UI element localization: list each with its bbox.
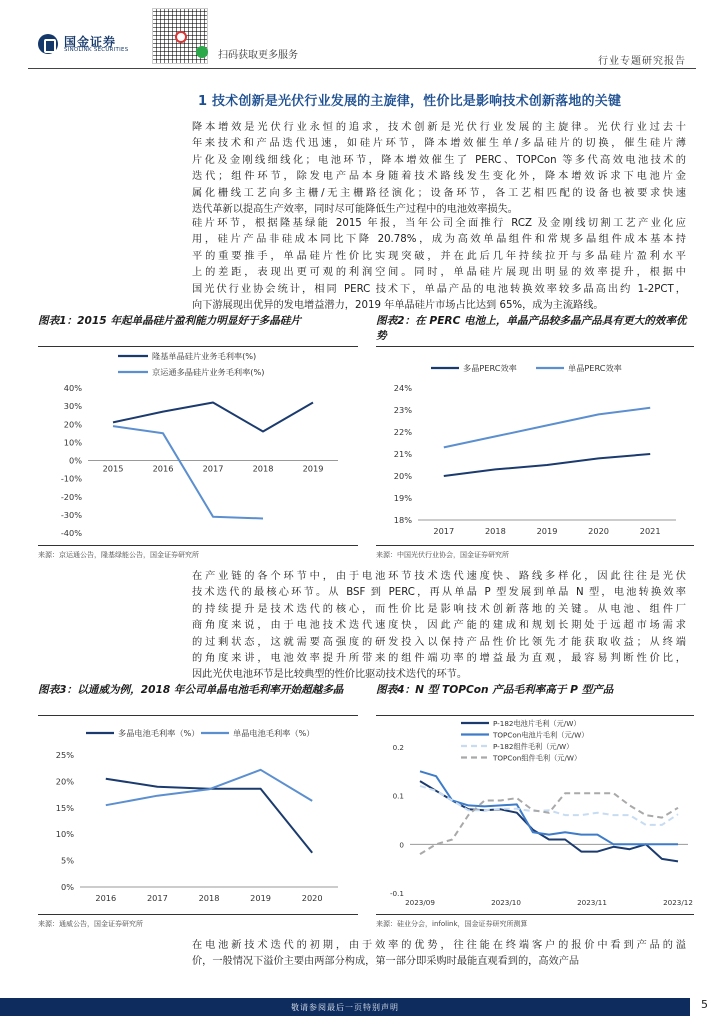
fig1-ytick-label: -40%	[60, 528, 82, 538]
p1-line: 年来技术和产品迭代迅速，如硅片环节，降本增效催生单/多晶硅片的切换，催生硅片薄	[192, 138, 686, 150]
chart-figure-2	[376, 348, 694, 543]
fig4-legend-label: TOPCon电池片毛利（元/W）	[493, 730, 589, 740]
fig2-ytick-label: 23%	[393, 405, 412, 415]
p2-line: 硅片环节，根据隆基绿能 2015 年报，当年公司全面推行 RCZ 及金刚线切割工艺产业化应	[192, 218, 686, 229]
figure-3-rule	[38, 715, 358, 716]
header-divider	[28, 68, 696, 69]
fig3-legend-label: 多晶电池毛利率（%）	[118, 728, 200, 738]
figure-1-source: 来源：京运通公告，隆基绿能公告，国金证券研究所	[38, 551, 199, 559]
fig4-xtick-label: 2023/10	[491, 898, 521, 907]
p3-line: 的过剩状态，这就需要高强度的研发投入以保持产品性价比领先才能获取收益；从终端	[192, 636, 686, 648]
figure-2-rule	[376, 346, 694, 347]
fig1-svg	[38, 348, 358, 543]
fig3-ytick-label: 10%	[55, 829, 74, 840]
report-type-label: 行业专题研究报告	[598, 56, 686, 67]
fig3-ytick-label: 25%	[55, 750, 74, 760]
fig3-svg	[38, 717, 358, 912]
page-number: 5	[701, 998, 708, 1011]
p2-line: 用，硅片产品非硅成本同比下降 20.78%，成为高效单晶组件和常规多晶组件成本基本持	[192, 234, 686, 246]
fig4-xtick-label: 2023/09	[405, 898, 435, 907]
section-title: 1 技术创新是光伏行业发展的主旋律，性价比是影响技术创新落地的关键	[198, 94, 622, 109]
fig4-ytick-label: 0	[399, 840, 404, 850]
fig2-xtick-label: 2020	[588, 526, 610, 536]
p1-line: 迭代革新以提高生产效率，同时尽可能降低生产过程中的电池效率损失。	[192, 204, 518, 216]
fig1-ytick-label: -20%	[60, 491, 82, 502]
paragraph-3	[192, 569, 686, 684]
fig3-xtick-label: 2020	[301, 893, 323, 903]
fig1-xtick-label: 2016	[152, 463, 174, 474]
fig3-xtick-label: 2018	[198, 893, 220, 903]
fig2-ytick-label: 24%	[393, 383, 412, 393]
fig3-ytick-label: 20%	[55, 776, 74, 787]
p3-line: 因此光伏电池环节是比较典型的性价比驱动技术迭代的环节。	[192, 669, 468, 681]
chart-figure-3	[38, 717, 358, 912]
figure-3-title: 图表3：以通威为例，2018 年公司单晶电池毛利率开始超越多晶	[38, 684, 344, 696]
fig1-xtick-label: 2017	[202, 463, 224, 474]
fig1-legend-label: 隆基单晶硅片业务毛利率(%)	[152, 351, 257, 361]
fig2-svg	[376, 348, 694, 543]
logo-name-cn: 国金证券	[64, 35, 117, 49]
fig1-ytick-label: 0%	[69, 455, 82, 466]
fig1-xtick-label: 2019	[302, 463, 324, 474]
fig1-ytick-label: 40%	[63, 383, 82, 393]
p1-line: 属化栅线工艺向多主栅/无主栅路径演化；设备环节，各工艺相匹配的设备也被要求快速	[192, 187, 686, 199]
fig4-xtick-label: 2023/11	[577, 898, 607, 907]
figure-4-source: 来源：硅业分会，infolink，国金证券研究所测算	[376, 920, 528, 928]
fig4-ytick-label: 0.1	[392, 791, 404, 801]
chart-figure-4	[376, 717, 694, 912]
fig4-ytick-label: 0.2	[392, 743, 404, 752]
fig1-ytick-label: -10%	[60, 473, 82, 484]
p1-line: 降本增效是光伏行业永恒的追求，技术创新是光伏行业发展的主旋律。光伏行业过去十	[192, 122, 686, 133]
fig3-xtick-label: 2016	[95, 893, 117, 903]
figure-2-source: 来源：中国光伏行业协会，国金证券研究所	[376, 551, 509, 559]
figure-1-rule	[38, 346, 358, 347]
fig2-legend-label: 单晶PERC效率	[568, 363, 622, 373]
fig2-xtick-label: 2019	[536, 526, 558, 536]
figure-3-source: 来源：通威公告，国金证券研究所	[38, 920, 143, 928]
fig3-legend-label: 单晶电池毛利率（%）	[233, 728, 315, 738]
fig2-ytick-label: 19%	[393, 493, 412, 503]
fig1-legend-label: 京运通多晶硅片业务毛利率(%)	[152, 367, 265, 377]
fig3-xtick-label: 2019	[250, 893, 272, 903]
p3-line: 在产业链的各个环节中，由于电池环节技术迭代速度快、路线多样化，因此往往是光伏	[192, 571, 686, 582]
figure-4-rule	[376, 715, 694, 716]
p2-line: 国光伏行业协会统计，相同 PERC 技术下，单晶产品的电池转换效率较多晶高出约 1-2PCT，	[192, 283, 686, 295]
fig1-ytick-label: 20%	[63, 419, 82, 430]
qr-caption: 扫码获取更多服务	[218, 50, 298, 61]
p4-line: 在电池新技术迭代的初期，由于效率的优势，往往能在终端客户的报价中看到产品的溢	[192, 940, 686, 951]
p2-line: 上的差距，表现出更可观的利润空间。同时，单晶硅片展现出明显的效率提升，根据中	[192, 267, 686, 279]
figure-1-bottom-rule	[38, 545, 358, 546]
p3-line: 的角度来讲，电池效率提升所带来的组件端功率的增益最为直观，最容易判断性价比，	[192, 653, 686, 665]
paragraph-4	[192, 938, 686, 971]
footer-notice: 敬请参阅最后一页特别声明	[291, 1003, 399, 1012]
qr-center-icon	[175, 31, 187, 43]
fig4-xtick-label: 2023/12	[663, 898, 693, 907]
p3-line: 技术迭代的最核心环节。从 BSF 到 PERC，再从单晶 P 型发展到单晶 N 型，电池转换效率	[192, 587, 686, 599]
p2-line: 平的重要推手，单晶硅片性价比实现突破，并在此后几年持续拉开与多晶硅片盈利水平	[192, 250, 686, 262]
figure-4-title: 图表4：N 型 TOPCon 产品毛利率高于 P 型产品	[376, 684, 614, 696]
fig2-ytick-label: 21%	[393, 449, 412, 459]
logo-name-en: SINOLINK SECURITIES	[64, 47, 129, 53]
fig2-legend-label: 多晶PERC效率	[463, 363, 517, 373]
logo-mark-icon	[38, 34, 58, 54]
fig1-ytick-label: 10%	[63, 437, 82, 448]
fig2-series-line-1	[444, 408, 650, 448]
fig4-svg	[376, 717, 694, 912]
fig2-ytick-label: 20%	[393, 471, 412, 481]
fig3-series-line-1	[106, 770, 312, 805]
fig2-xtick-label: 2018	[484, 526, 506, 536]
fig1-ytick-label: 30%	[63, 401, 82, 412]
fig4-ytick-label: -0.1	[389, 889, 404, 898]
p1-line: 迭代；组件环节，除发电产品本身随着技术路线发生变化外，降本增效诉求下电池片金	[192, 171, 686, 183]
fig4-legend-label: P-182组件毛利（元/W）	[493, 742, 574, 751]
fig2-ytick-label: 22%	[393, 427, 412, 437]
p2-line: 向下游展现出优异的发电增益潜力，2019 年单晶硅片市场占比达到 65%，成为主流路线。	[192, 300, 604, 312]
fig3-xtick-label: 2017	[146, 893, 168, 903]
p3-line: 商角度来说，由于电池技术迭代速度快，因此产能的建成和规划长期处于远超市场需求	[192, 620, 686, 632]
figure-4-bottom-rule	[376, 914, 694, 915]
fig4-legend-label: TOPCon组件毛利（元/W）	[493, 753, 582, 763]
p1-line: 片化及金刚线细线化；电池环节，降本增效催生了 PERC、TOPCon 等多代高效电池技术的	[192, 154, 686, 166]
fig1-xtick-label: 2018	[252, 463, 274, 474]
fig1-series-line-1	[113, 426, 263, 518]
fig2-xtick-label: 2017	[433, 526, 455, 536]
fig4-series-line-2	[420, 786, 678, 825]
fig4-legend-label: P-182电池片毛利（元/W）	[493, 719, 581, 728]
fig4-series-line-0	[420, 781, 678, 861]
fig4-series-line-1	[420, 771, 678, 844]
wechat-icon	[196, 46, 208, 58]
fig1-series-line-0	[113, 403, 313, 432]
fig2-series-line-0	[444, 454, 650, 476]
fig2-ytick-label: 18%	[393, 515, 412, 525]
fig3-ytick-label: 5%	[61, 855, 74, 866]
fig3-ytick-label: 15%	[55, 802, 74, 813]
figure-2-title: 图表2：在 PERC 电池上，单晶产品较多晶产品具有更大的效率优势	[376, 315, 687, 342]
figure-3-bottom-rule	[38, 914, 358, 915]
figure-2-bottom-rule	[376, 545, 694, 546]
fig2-xtick-label: 2021	[639, 526, 661, 536]
chart-figure-1	[38, 348, 358, 543]
p3-line: 的持续提升是技术迭代的核心，而性价比是影响技术创新落地的关键。从电池、组件厂	[192, 603, 686, 615]
fig1-ytick-label: -30%	[60, 509, 82, 520]
paragraph-2	[192, 216, 686, 314]
fig3-ytick-label: 0%	[61, 882, 74, 892]
p4-line: 价，一般情况下溢价主要由两部分构成，第一部分即采购时最能直观看到的，高效产品	[192, 956, 580, 968]
paragraph-1	[192, 120, 686, 218]
figure-1-title: 图表1：2015 年起单晶硅片盈利能力明显好于多晶硅片	[38, 315, 302, 327]
fig1-xtick-label: 2015	[102, 463, 124, 474]
company-logo	[38, 32, 138, 56]
